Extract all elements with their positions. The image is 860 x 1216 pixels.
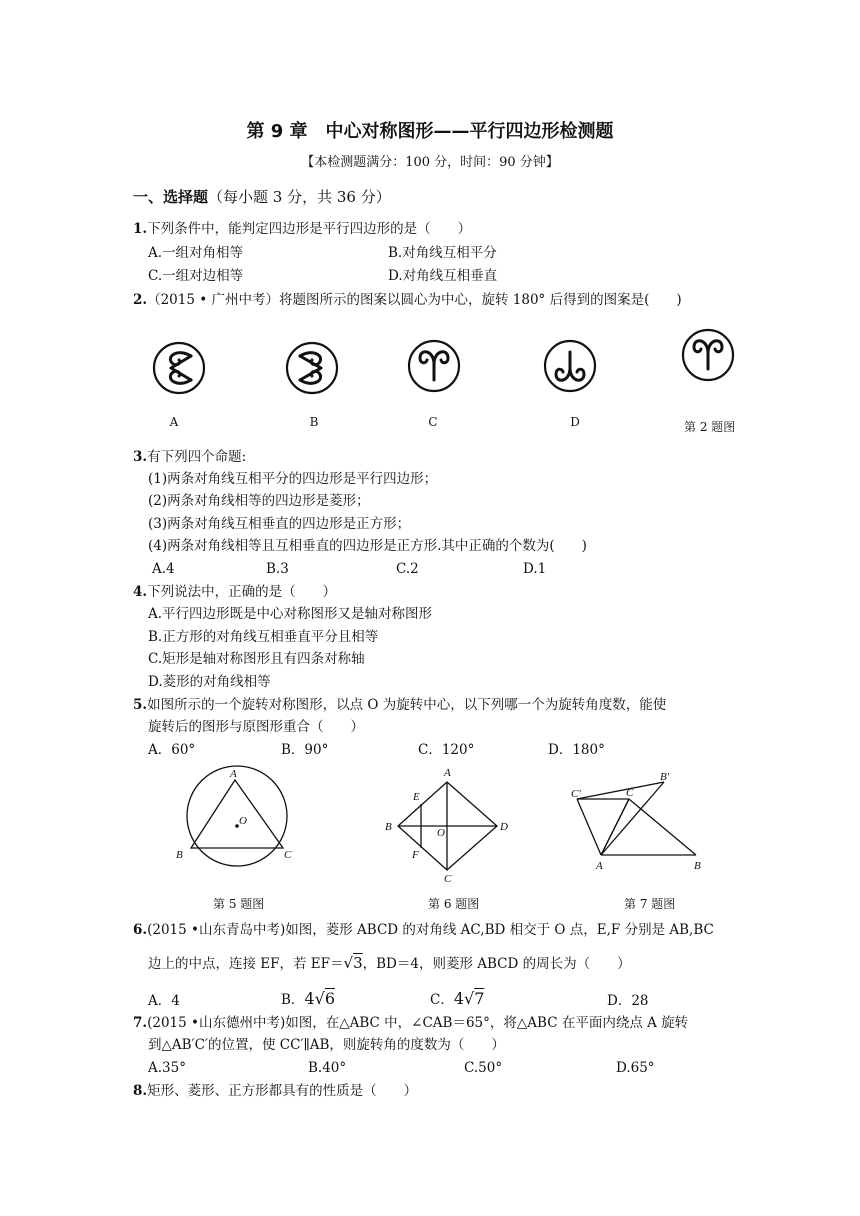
q5-option-a: A．60° bbox=[148, 742, 196, 758]
q2-label-d: D bbox=[570, 415, 580, 429]
fig6-label-c: C bbox=[444, 873, 452, 885]
question-6: 6.(2015 •山东青岛中考)如图，菱形 ABCD 的对角线 AC,BD 相交于 O 点，E,F 分别是 AB,BC bbox=[133, 922, 714, 938]
q3-option-d: D.1 bbox=[523, 561, 547, 577]
q2-caption: 第 2 题图 bbox=[684, 420, 736, 434]
question-8: 8.矩形、菱形、正方形都具有的性质是（ ） bbox=[133, 1083, 418, 1099]
fig5-label-b: B bbox=[176, 849, 183, 861]
question-7: 7.(2015 •山东德州中考)如图，在△ABC 中，∠CAB＝65°，将△ABC 在平面内绕点 A 旋转 bbox=[133, 1015, 689, 1031]
question-5: 5.如图所示的一个旋转对称图形，以点 O 为旋转中心，以下列哪一个为旋转角度数，能使 bbox=[133, 697, 667, 713]
fig7-label-c-prime: C′ bbox=[571, 788, 581, 800]
fig5-label-c: C bbox=[284, 849, 292, 861]
q3-statement-1: (1)两条对角线互相平分的四边形是平行四边形； bbox=[148, 471, 438, 487]
fig6-label-d: D bbox=[500, 821, 508, 833]
fig6-label-b: B bbox=[385, 821, 392, 833]
q4-option-c: C.矩形是轴对称图形且有四条对称轴 bbox=[148, 651, 365, 667]
fig5-circle bbox=[187, 766, 287, 866]
q2-label-a: A bbox=[169, 415, 179, 429]
fig7-caption: 第 7 题图 bbox=[624, 897, 676, 911]
question-2: 2.（2015 • 广州中考）将题图所示的图案以圆心为中心，旋转 180° 后得到的图案是( ) bbox=[133, 292, 682, 308]
q3-statement-4: (4)两条对角线相等且互相垂直的四边形是正方形.其中正确的个数为( ) bbox=[148, 538, 587, 554]
q2-label-c: C bbox=[428, 415, 438, 429]
q4-option-b: B.正方形的对角线互相垂直平分且相等 bbox=[148, 629, 379, 645]
fig5-label-o: O bbox=[239, 815, 247, 827]
question-4: 4.下列说法中，正确的是（ ） bbox=[133, 584, 337, 600]
q3-option-a: A.4 bbox=[152, 561, 175, 577]
q2-label-b: B bbox=[309, 415, 319, 429]
q5-option-b: B．90° bbox=[281, 742, 329, 758]
fig7-label-b-prime: B′ bbox=[660, 771, 670, 783]
fig7-label-c: C bbox=[626, 787, 634, 799]
q3-option-c: C.2 bbox=[396, 561, 419, 577]
q7-option-a: A.35° bbox=[148, 1060, 186, 1076]
q4-option-d: D.菱形的对角线相等 bbox=[148, 674, 271, 690]
q5-option-d: D．180° bbox=[548, 742, 605, 758]
q6-option-b: B．4√6 bbox=[281, 989, 335, 1008]
question-3: 3.有下列四个命题: bbox=[133, 449, 247, 465]
q6-option-c: C．4√7 bbox=[430, 989, 485, 1008]
q4-option-a: A.平行四边形既是中心对称图形又是轴对称图形 bbox=[148, 606, 433, 622]
q3-statement-2: (2)两条对角线相等的四边形是菱形； bbox=[148, 493, 370, 509]
fig7-label-a: A bbox=[596, 860, 603, 872]
question-7-cont: 到△AB′C′的位置，使 CC′∥AB，则旋转角的度数为（ ） bbox=[148, 1037, 505, 1053]
fig6-label-o: O bbox=[437, 827, 445, 839]
fig5-label-a: A bbox=[230, 768, 237, 780]
fig7-label-b: B bbox=[694, 860, 701, 872]
q7-option-c: C.50° bbox=[464, 1060, 503, 1076]
question-6-cont: 边上的中点，连接 EF，若 EF＝√3，BD＝4，则菱形 ABCD 的周长为（ ） bbox=[148, 954, 631, 972]
q1-option-a: A.一组对角相等 bbox=[148, 245, 244, 261]
exam-info: 【本检测题满分：100 分，时间：90 分钟】 bbox=[301, 155, 559, 170]
fig6-label-f: F bbox=[412, 849, 419, 861]
question-5-cont: 旋转后的图形与原图形重合（ ） bbox=[148, 719, 364, 735]
q1-option-d: D.对角线互相垂直 bbox=[388, 268, 498, 284]
fig6-caption: 第 6 题图 bbox=[428, 897, 480, 911]
q7-option-d: D.65° bbox=[616, 1060, 655, 1076]
page-title: 第 9 章 中心对称图形——平行四边形检测题 bbox=[246, 121, 614, 142]
q5-option-c: C．120° bbox=[418, 742, 475, 758]
fig6-label-e: E bbox=[413, 791, 420, 803]
q3-option-b: B.3 bbox=[266, 561, 289, 577]
question-1: 1.下列条件中，能判定四边形是平行四边形的是（ ） bbox=[133, 221, 472, 237]
section-heading: 一、选择题（每小题 3 分，共 36 分） bbox=[133, 188, 391, 206]
q1-option-b: B.对角线互相平分 bbox=[388, 245, 497, 261]
q3-statement-3: (3)两条对角线互相垂直的四边形是正方形； bbox=[148, 516, 411, 532]
q6-option-a: A．4 bbox=[148, 993, 180, 1009]
fig5-triangle bbox=[191, 780, 283, 848]
fig5-caption: 第 5 题图 bbox=[213, 897, 265, 911]
q7-option-b: B.40° bbox=[308, 1060, 347, 1076]
q1-option-c: C.一组对边相等 bbox=[148, 268, 244, 284]
q6-option-d: D．28 bbox=[607, 993, 649, 1009]
fig6-label-a: A bbox=[444, 767, 451, 779]
